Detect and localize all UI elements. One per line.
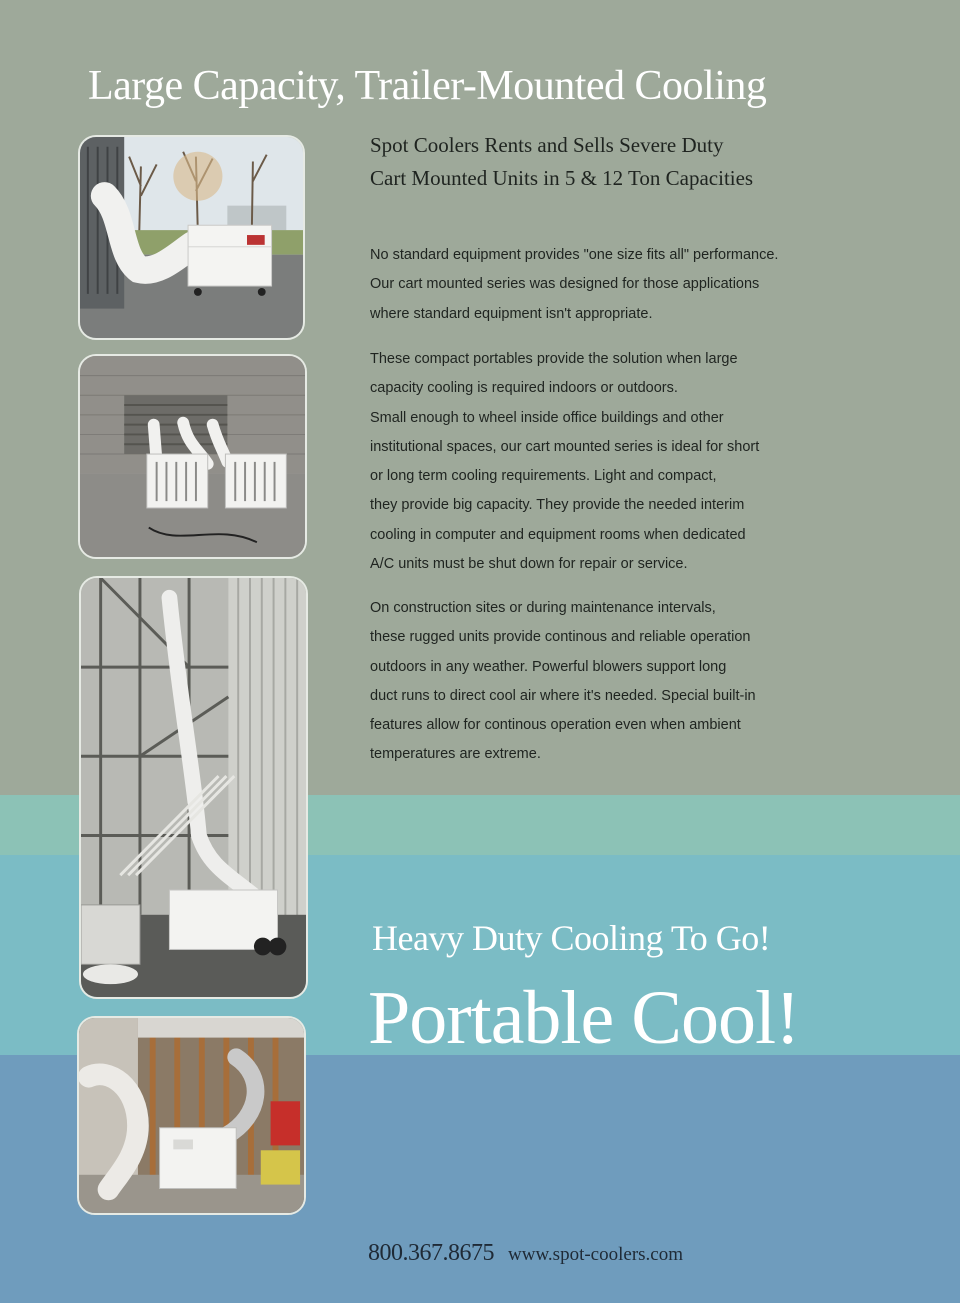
paragraph-line: capacity cooling is required indoors or outdoors. (370, 380, 678, 397)
intro-paragraph (370, 241, 790, 329)
headline: Portable Cool! (368, 976, 800, 1060)
phone-number[interactable]: 800.367.8675 (368, 1240, 494, 1266)
subtitle-line: Spot Coolers Rents and Sells Severe Duty (370, 133, 724, 157)
page-title: Large Capacity, Trailer-Mounted Cooling (88, 63, 767, 109)
paragraph-line: A/C units must be shut down for repair or service. (370, 556, 688, 573)
paragraph-line: No standard equipment provides "one size fits all" performance. (370, 247, 779, 263)
paragraph-line: Small enough to wheel inside office buildings and other (370, 409, 724, 426)
website-link[interactable]: www.spot-coolers.com (508, 1244, 684, 1265)
paragraph-line: or long term cooling requirements. Light and compact, (370, 468, 717, 485)
paragraph-line: outdoors in any weather. Powerful blowers support long (370, 658, 727, 675)
compact-portables-paragraph (370, 345, 790, 579)
paragraph-line: temperatures are extreme. (370, 746, 541, 763)
subtitle-line: Cart Mounted Units in 5 & 12 Ton Capacities (370, 166, 754, 190)
paragraph-line: where standard equipment isn't appropriate. (370, 305, 653, 322)
paragraph-line: These compact portables provide the solution when large (370, 351, 738, 367)
construction-sites-paragraph (370, 594, 790, 770)
paragraph-line: institutional spaces, our cart mounted series is ideal for short (370, 438, 760, 455)
paragraph-line: features allow for continous operation even when ambient (370, 717, 741, 734)
paragraph-line: On construction sites or during maintenance intervals, (370, 600, 716, 616)
paragraph-line: duct runs to direct cool air where it's needed. Special built-in (370, 687, 756, 704)
paragraph-line: Our cart mounted series was designed for those applications (370, 276, 760, 293)
outdoor-cooler-with-duct-photo (78, 135, 305, 340)
twin-coolers-at-vent-photo (78, 354, 307, 559)
trailer-unit-at-industrial-site-photo (79, 576, 308, 999)
paragraph-line: they provide big capacity. They provide the needed interim (370, 497, 745, 514)
indoor-cooler-with-ducting-photo (77, 1016, 306, 1215)
tagline: Heavy Duty Cooling To Go! (372, 918, 771, 958)
subtitle (370, 129, 800, 195)
footer (368, 1240, 683, 1267)
paragraph-line: cooling in computer and equipment rooms when dedicated (370, 526, 746, 543)
paragraph-line: these rugged units provide continous and reliable operation (370, 629, 751, 646)
